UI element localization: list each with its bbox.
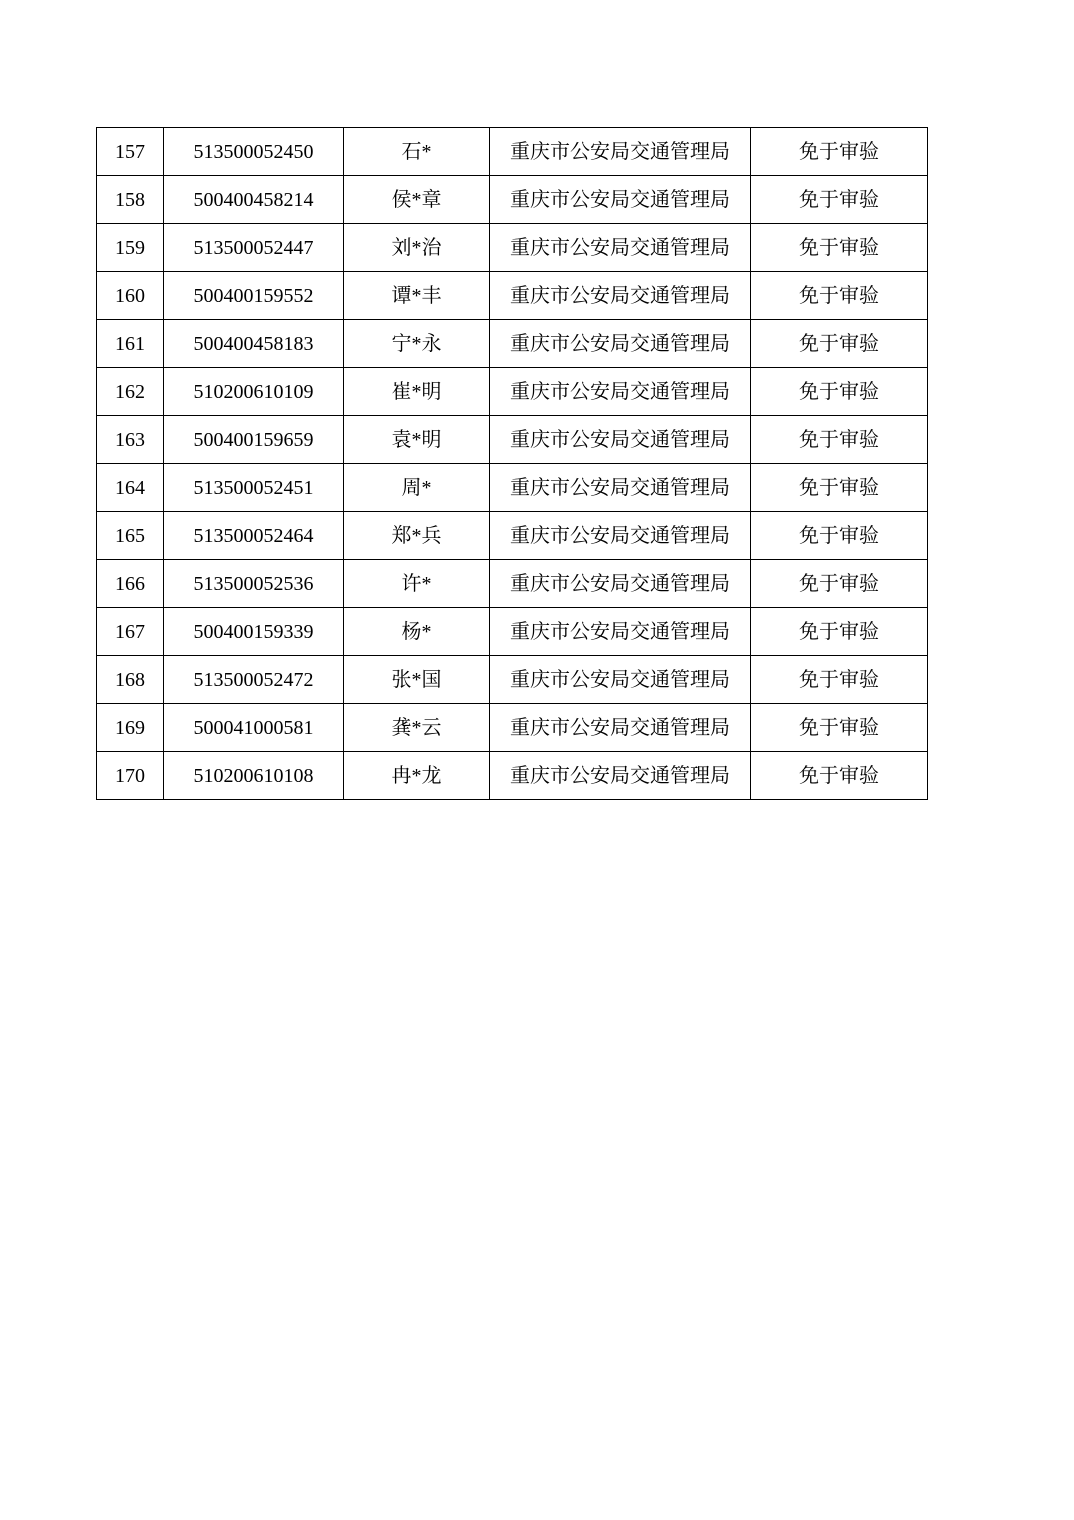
- name-cell: 杨*: [344, 608, 490, 656]
- organization-cell: 重庆市公安局交通管理局: [490, 128, 751, 176]
- row-number-cell: 165: [97, 512, 164, 560]
- name-cell: 石*: [344, 128, 490, 176]
- records-table: [96, 127, 928, 800]
- status-cell: 免于审验: [751, 176, 928, 224]
- status-cell: 免于审验: [751, 704, 928, 752]
- organization-cell: 重庆市公安局交通管理局: [490, 320, 751, 368]
- name-cell: 张*国: [344, 656, 490, 704]
- id-number-cell: 500400458183: [164, 320, 344, 368]
- organization-cell: 重庆市公安局交通管理局: [490, 224, 751, 272]
- organization-cell: 重庆市公安局交通管理局: [490, 656, 751, 704]
- table-row: [97, 752, 928, 800]
- id-number-cell: 500400159552: [164, 272, 344, 320]
- status-cell: 免于审验: [751, 320, 928, 368]
- name-cell: 龚*云: [344, 704, 490, 752]
- name-cell: 冉*龙: [344, 752, 490, 800]
- row-number-cell: 159: [97, 224, 164, 272]
- status-cell: 免于审验: [751, 416, 928, 464]
- row-number-cell: 158: [97, 176, 164, 224]
- id-number-cell: 510200610109: [164, 368, 344, 416]
- name-cell: 宁*永: [344, 320, 490, 368]
- table-row: [97, 176, 928, 224]
- status-cell: 免于审验: [751, 560, 928, 608]
- row-number-cell: 167: [97, 608, 164, 656]
- name-cell: 周*: [344, 464, 490, 512]
- name-cell: 侯*章: [344, 176, 490, 224]
- name-cell: 许*: [344, 560, 490, 608]
- status-cell: 免于审验: [751, 224, 928, 272]
- id-number-cell: 513500052447: [164, 224, 344, 272]
- organization-cell: 重庆市公安局交通管理局: [490, 416, 751, 464]
- status-cell: 免于审验: [751, 608, 928, 656]
- organization-cell: 重庆市公安局交通管理局: [490, 464, 751, 512]
- id-number-cell: 513500052464: [164, 512, 344, 560]
- row-number-cell: 162: [97, 368, 164, 416]
- status-cell: 免于审验: [751, 656, 928, 704]
- id-number-cell: 500400159659: [164, 416, 344, 464]
- id-number-cell: 500400458214: [164, 176, 344, 224]
- table-row: [97, 560, 928, 608]
- table-row: [97, 128, 928, 176]
- id-number-cell: 500400159339: [164, 608, 344, 656]
- name-cell: 崔*明: [344, 368, 490, 416]
- row-number-cell: 170: [97, 752, 164, 800]
- status-cell: 免于审验: [751, 464, 928, 512]
- status-cell: 免于审验: [751, 368, 928, 416]
- table-row: [97, 320, 928, 368]
- id-number-cell: 513500052536: [164, 560, 344, 608]
- row-number-cell: 163: [97, 416, 164, 464]
- status-cell: 免于审验: [751, 512, 928, 560]
- organization-cell: 重庆市公安局交通管理局: [490, 704, 751, 752]
- id-number-cell: 500041000581: [164, 704, 344, 752]
- organization-cell: 重庆市公安局交通管理局: [490, 608, 751, 656]
- organization-cell: 重庆市公安局交通管理局: [490, 368, 751, 416]
- table-row: [97, 704, 928, 752]
- table-row: [97, 368, 928, 416]
- organization-cell: 重庆市公安局交通管理局: [490, 752, 751, 800]
- id-number-cell: 513500052451: [164, 464, 344, 512]
- row-number-cell: 168: [97, 656, 164, 704]
- name-cell: 袁*明: [344, 416, 490, 464]
- table-row: [97, 464, 928, 512]
- status-cell: 免于审验: [751, 272, 928, 320]
- id-number-cell: 513500052472: [164, 656, 344, 704]
- row-number-cell: 164: [97, 464, 164, 512]
- table-row: [97, 416, 928, 464]
- records-table-body: [97, 128, 928, 800]
- organization-cell: 重庆市公安局交通管理局: [490, 176, 751, 224]
- organization-cell: 重庆市公安局交通管理局: [490, 560, 751, 608]
- row-number-cell: 166: [97, 560, 164, 608]
- table-row: [97, 224, 928, 272]
- status-cell: 免于审验: [751, 128, 928, 176]
- table-row: [97, 656, 928, 704]
- table-row: [97, 272, 928, 320]
- row-number-cell: 169: [97, 704, 164, 752]
- name-cell: 刘*治: [344, 224, 490, 272]
- organization-cell: 重庆市公安局交通管理局: [490, 512, 751, 560]
- table-row: [97, 512, 928, 560]
- name-cell: 郑*兵: [344, 512, 490, 560]
- row-number-cell: 161: [97, 320, 164, 368]
- id-number-cell: 510200610108: [164, 752, 344, 800]
- status-cell: 免于审验: [751, 752, 928, 800]
- name-cell: 谭*丰: [344, 272, 490, 320]
- row-number-cell: 160: [97, 272, 164, 320]
- table-row: [97, 608, 928, 656]
- id-number-cell: 513500052450: [164, 128, 344, 176]
- row-number-cell: 157: [97, 128, 164, 176]
- organization-cell: 重庆市公安局交通管理局: [490, 272, 751, 320]
